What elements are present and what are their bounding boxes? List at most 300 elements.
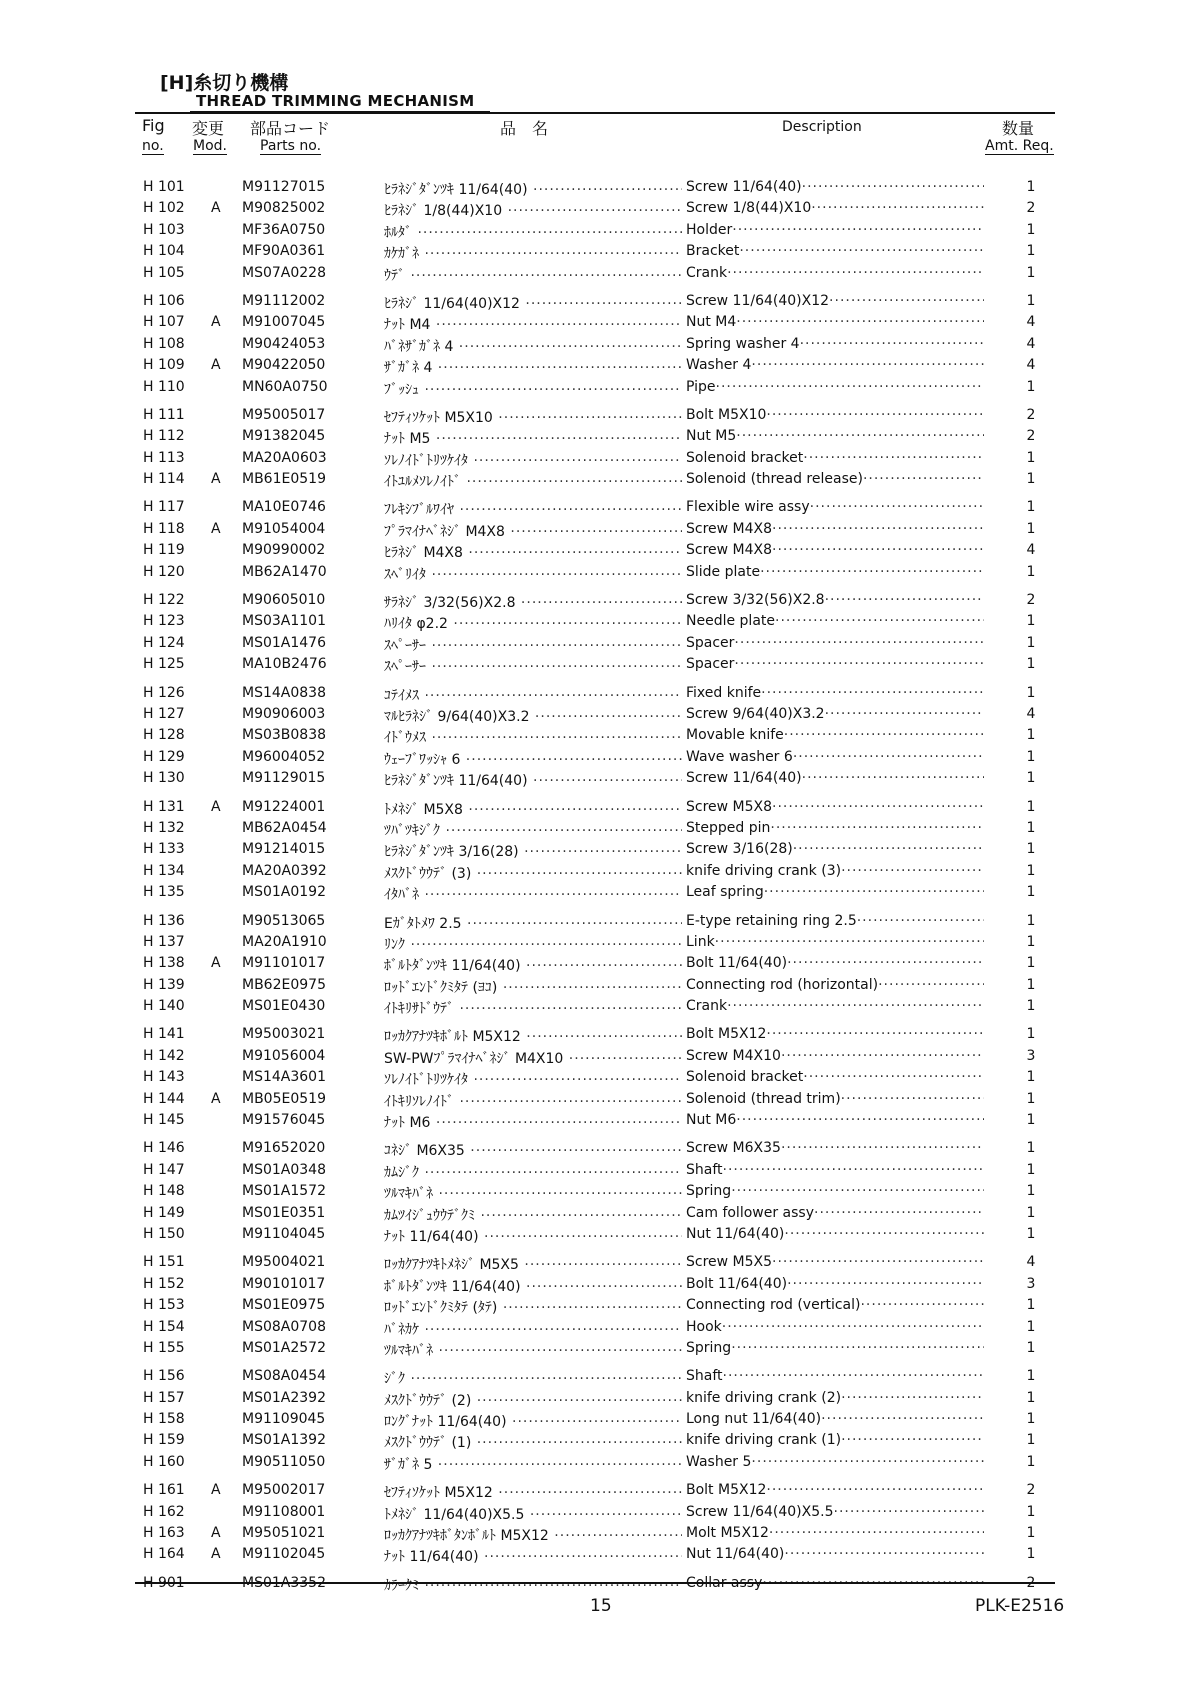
table-row bbox=[0, 198, 1187, 219]
table-row bbox=[0, 747, 1187, 768]
header-mod-en: Mod. bbox=[193, 138, 227, 154]
description-cell: Nut M4 ····· bbox=[686, 314, 984, 330]
part-code-cell: MF36A0750 bbox=[242, 221, 326, 238]
table-row bbox=[0, 1089, 1187, 1110]
amount-cell: 1 bbox=[1026, 1204, 1036, 1221]
fig-cell: H 124 bbox=[143, 634, 185, 651]
part-name-jp-cell: ﾛｯｶｸｱﾅﾂｷﾎﾞﾀﾝﾎﾞﾙﾄ M5X12 ····· bbox=[384, 1525, 682, 1545]
fig-cell: H 114 bbox=[143, 471, 185, 488]
part-name-jp-cell: ｻﾞｶﾞﾈ 4 ····· bbox=[384, 357, 682, 377]
table-row bbox=[0, 611, 1187, 632]
row-group bbox=[0, 1480, 1187, 1566]
amount-cell: 1 bbox=[1026, 1318, 1036, 1335]
description-cell: Shaft ····· bbox=[686, 1368, 984, 1384]
part-code-cell: M91102045 bbox=[242, 1546, 326, 1563]
part-name-jp-cell: SW-PWﾌﾟﾗﾏｲﾅﾍﾞﾈｼﾞ M4X10 ····· bbox=[384, 1048, 682, 1068]
table-row bbox=[0, 562, 1187, 583]
header-name-jp: 品 名 bbox=[500, 119, 549, 138]
amount-cell: 1 bbox=[1026, 1389, 1036, 1406]
table-row bbox=[0, 1160, 1187, 1181]
fig-cell: H 163 bbox=[143, 1525, 185, 1542]
table-row bbox=[0, 497, 1187, 518]
amount-cell: 4 bbox=[1026, 357, 1036, 374]
part-name-jp-cell: ﾌﾚｷｼﾌﾞﾙﾜｲﾔ ····· bbox=[384, 499, 682, 519]
amount-cell: 1 bbox=[1026, 884, 1036, 901]
description-cell: Screw 11/64(40)X12 ····· bbox=[686, 293, 984, 309]
amount-cell: 1 bbox=[1026, 656, 1036, 673]
part-name-jp-cell: ﾄﾒﾈｼﾞ 11/64(40)X5.5 ····· bbox=[384, 1504, 682, 1524]
description-cell: Flexible wire assy ····· bbox=[686, 499, 984, 515]
table-row bbox=[0, 1181, 1187, 1202]
table-row bbox=[0, 241, 1187, 262]
amount-cell: 1 bbox=[1026, 378, 1036, 395]
part-name-jp-cell: ﾒｽｸﾄﾞｳｳﾃﾞ (3) ····· bbox=[384, 863, 682, 883]
fig-cell: H 134 bbox=[143, 862, 185, 879]
table-row bbox=[0, 590, 1187, 611]
description-cell: Spring ····· bbox=[686, 1183, 984, 1199]
description-cell: knife driving crank (2) ····· bbox=[686, 1390, 984, 1406]
part-name-jp-cell: ﾒｽｸﾄﾞｳｳﾃﾞ (1) ····· bbox=[384, 1432, 682, 1452]
table-bottom-rule bbox=[135, 1582, 1055, 1584]
mod-cell: A bbox=[211, 520, 221, 537]
row-group bbox=[0, 1138, 1187, 1245]
amount-cell: 1 bbox=[1026, 1225, 1036, 1242]
amount-cell: 1 bbox=[1026, 955, 1036, 972]
description-cell: Molt M5X12 ····· bbox=[686, 1525, 984, 1541]
part-code-cell: MN60A0750 bbox=[242, 378, 328, 395]
amount-cell: 1 bbox=[1026, 499, 1036, 516]
part-code-cell: M91056004 bbox=[242, 1047, 326, 1064]
table-row bbox=[0, 932, 1187, 953]
description-cell: Connecting rod (vertical) ····· bbox=[686, 1297, 984, 1313]
table-row bbox=[0, 1388, 1187, 1409]
part-name-jp-cell: ﾋﾗﾈｼﾞﾀﾞﾝﾂｷ 3/16(28) ····· bbox=[384, 841, 682, 861]
part-name-jp-cell: ﾋﾗﾈｼﾞ M4X8 ····· bbox=[384, 542, 682, 562]
amount-cell: 1 bbox=[1026, 563, 1036, 580]
mod-cell: A bbox=[211, 1525, 221, 1542]
part-name-jp-cell: ﾎﾞﾙﾄﾀﾞﾝﾂｷ 11/64(40) ····· bbox=[384, 1276, 682, 1296]
fig-cell: H 159 bbox=[143, 1432, 185, 1449]
part-code-cell: M91382045 bbox=[242, 428, 326, 445]
fig-cell: H 150 bbox=[143, 1225, 185, 1242]
description-cell: Solenoid bracket ····· bbox=[686, 450, 984, 466]
amount-cell: 1 bbox=[1026, 1161, 1036, 1178]
part-code-cell: M91101017 bbox=[242, 955, 326, 972]
table-row bbox=[0, 1317, 1187, 1338]
part-name-jp-cell: ﾎﾞﾙﾄﾀﾞﾝﾂｷ 11/64(40) ····· bbox=[384, 955, 682, 975]
part-code-cell: MB61E0519 bbox=[242, 471, 326, 488]
mod-cell: A bbox=[211, 471, 221, 488]
description-cell: Leaf spring ····· bbox=[686, 884, 984, 900]
part-code-cell: M91576045 bbox=[242, 1112, 326, 1129]
part-name-jp-cell: ｳｪｰﾌﾞﾜｯｼｬ 6 ····· bbox=[384, 749, 682, 769]
fig-cell: H 125 bbox=[143, 656, 185, 673]
description-cell: Screw 9/64(40)X3.2 ····· bbox=[686, 706, 984, 722]
part-name-jp-cell: ｾﾌﾃｨｿｹｯﾄ M5X10 ····· bbox=[384, 407, 682, 427]
part-name-jp-cell: ｾﾌﾃｨｿｹｯﾄ M5X12 ····· bbox=[384, 1482, 682, 1502]
description-cell: Screw M4X8 ····· bbox=[686, 542, 984, 558]
table-row bbox=[0, 426, 1187, 447]
part-name-jp-cell: ﾅｯﾄ M5 ····· bbox=[384, 428, 682, 448]
amount-cell: 1 bbox=[1026, 998, 1036, 1015]
fig-cell: H 153 bbox=[143, 1297, 185, 1314]
amount-cell: 1 bbox=[1026, 912, 1036, 929]
table-row bbox=[0, 768, 1187, 789]
part-name-jp-cell: ｶﾑｼﾞｸ ····· bbox=[384, 1162, 682, 1182]
amount-cell: 2 bbox=[1026, 1482, 1036, 1499]
table-row bbox=[0, 861, 1187, 882]
table-row bbox=[0, 1480, 1187, 1501]
amount-cell: 2 bbox=[1026, 200, 1036, 217]
part-code-cell: M90511050 bbox=[242, 1453, 326, 1470]
amount-cell: 1 bbox=[1026, 1525, 1036, 1542]
header-fig: Fig bbox=[142, 116, 165, 135]
part-code-cell: MS03B0838 bbox=[242, 727, 327, 744]
amount-cell: 1 bbox=[1026, 1069, 1036, 1086]
description-cell: knife driving crank (3) ····· bbox=[686, 863, 984, 879]
fig-cell: H 135 bbox=[143, 884, 185, 901]
table-row bbox=[0, 1452, 1187, 1473]
table-row bbox=[0, 996, 1187, 1017]
amount-cell: 1 bbox=[1026, 179, 1036, 195]
description-cell: E-type retaining ring 2.5 ····· bbox=[686, 913, 984, 929]
description-cell: Screw 3/32(56)X2.8 ····· bbox=[686, 592, 984, 608]
table-row bbox=[0, 654, 1187, 675]
fig-cell: H 107 bbox=[143, 314, 185, 331]
part-code-cell: M91108001 bbox=[242, 1503, 326, 1520]
table-row bbox=[0, 1252, 1187, 1273]
description-cell: Hook ····· bbox=[686, 1319, 984, 1335]
part-name-jp-cell: ｶﾑﾂｲｼﾞｭｳｳﾃﾞｸﾐ ····· bbox=[384, 1205, 682, 1225]
description-cell: Screw M4X8 ····· bbox=[686, 521, 984, 537]
part-code-cell: M95051021 bbox=[242, 1525, 326, 1542]
part-name-jp-cell: ｲﾄｷﾘｿﾚﾉｲﾄﾞ ····· bbox=[384, 1091, 682, 1111]
amount-cell: 1 bbox=[1026, 1546, 1036, 1563]
description-cell: Spring ····· bbox=[686, 1340, 984, 1356]
part-code-cell: MS01E0975 bbox=[242, 1297, 326, 1314]
part-code-cell: MB62A1470 bbox=[242, 563, 327, 580]
amount-cell: 1 bbox=[1026, 243, 1036, 260]
fig-cell: H 106 bbox=[143, 292, 185, 309]
header-fig-no: no. bbox=[142, 138, 164, 154]
part-code-cell: M95004021 bbox=[242, 1254, 326, 1271]
description-cell: knife driving crank (1) ····· bbox=[686, 1432, 984, 1448]
part-code-cell: MS01E0351 bbox=[242, 1204, 326, 1221]
table-row bbox=[0, 1295, 1187, 1316]
amount-cell: 1 bbox=[1026, 1112, 1036, 1129]
part-code-cell: MS03A1101 bbox=[242, 613, 326, 630]
description-cell: Bracket ····· bbox=[686, 243, 984, 259]
part-name-jp-cell: ｿﾚﾉｲﾄﾞﾄﾘﾂｹｲﾀ ····· bbox=[384, 1069, 682, 1089]
part-code-cell: MS01A1572 bbox=[242, 1183, 326, 1200]
description-cell: Link ····· bbox=[686, 934, 984, 950]
part-name-jp-cell: ｲﾀﾊﾞﾈ ····· bbox=[384, 884, 682, 904]
description-cell: Holder ····· bbox=[686, 222, 984, 238]
part-name-jp-cell: ｲﾄﾕﾙﾒｿﾚﾉｲﾄﾞ ····· bbox=[384, 471, 682, 491]
part-name-jp-cell: ﾛﾝｸﾞﾅｯﾄ 11/64(40) ····· bbox=[384, 1411, 682, 1431]
amount-cell: 1 bbox=[1026, 684, 1036, 701]
header-parts-no: Parts no. bbox=[260, 138, 322, 154]
description-cell: Solenoid (thread trim) ····· bbox=[686, 1091, 984, 1107]
fig-cell: H 139 bbox=[143, 976, 185, 993]
fig-cell: H 136 bbox=[143, 912, 185, 929]
part-code-cell: MS01A1476 bbox=[242, 634, 326, 651]
fig-cell: H 160 bbox=[143, 1453, 185, 1470]
fig-cell: H 102 bbox=[143, 200, 185, 217]
amount-cell: 1 bbox=[1026, 1432, 1036, 1449]
part-name-jp-cell: ｽﾍﾟｰｻｰ ····· bbox=[384, 656, 682, 676]
description-cell: Screw M5X8 ····· bbox=[686, 799, 984, 815]
description-cell: Screw 11/64(40) ····· bbox=[686, 179, 984, 195]
part-code-cell: MB62E0975 bbox=[242, 976, 326, 993]
fig-cell: H 122 bbox=[143, 592, 185, 609]
mod-cell: A bbox=[211, 1546, 221, 1563]
fig-cell: H 142 bbox=[143, 1047, 185, 1064]
description-cell: Screw 1/8(44)X10 ····· bbox=[686, 200, 984, 216]
description-cell: Spring washer 4 ····· bbox=[686, 336, 984, 352]
description-cell: Spacer ····· bbox=[686, 635, 984, 651]
part-name-jp-cell: ｲﾄｷﾘｻﾄﾞｳﾃﾞ ····· bbox=[384, 998, 682, 1018]
fig-cell: H 120 bbox=[143, 563, 185, 580]
amount-cell: 1 bbox=[1026, 292, 1036, 309]
fig-cell: H 149 bbox=[143, 1204, 185, 1221]
table-row bbox=[0, 1366, 1187, 1387]
part-name-jp-cell: ﾅｯﾄ M6 ····· bbox=[384, 1112, 682, 1132]
section-title-jp: [H]糸切り機構 bbox=[160, 72, 289, 94]
description-cell: Cam follower assy ····· bbox=[686, 1205, 984, 1221]
table-row bbox=[0, 448, 1187, 469]
part-code-cell: MS07A0228 bbox=[242, 264, 326, 281]
part-name-jp-cell: ｺﾃｲﾒｽ ····· bbox=[384, 685, 682, 705]
fig-cell: H 111 bbox=[143, 406, 185, 423]
description-cell: Bolt M5X12 ····· bbox=[686, 1026, 984, 1042]
description-cell: Screw 3/16(28) ····· bbox=[686, 841, 984, 857]
description-cell: Bolt M5X10 ····· bbox=[686, 407, 984, 423]
description-cell: Screw M6X35 ····· bbox=[686, 1140, 984, 1156]
row-group bbox=[0, 497, 1187, 583]
part-code-cell: MS01A0192 bbox=[242, 884, 326, 901]
description-cell: Nut 11/64(40) ····· bbox=[686, 1546, 984, 1562]
part-code-cell: M95002017 bbox=[242, 1482, 326, 1499]
amount-cell: 1 bbox=[1026, 264, 1036, 281]
amount-cell: 1 bbox=[1026, 1140, 1036, 1157]
part-code-cell: M91109045 bbox=[242, 1411, 326, 1428]
row-group bbox=[0, 1252, 1187, 1359]
fig-cell: H 113 bbox=[143, 449, 185, 466]
part-code-cell: MS14A0838 bbox=[242, 684, 326, 701]
part-code-cell: M95005017 bbox=[242, 406, 326, 423]
row-group bbox=[0, 1024, 1187, 1131]
amount-cell: 2 bbox=[1026, 592, 1036, 609]
amount-cell: 1 bbox=[1026, 221, 1036, 238]
description-cell: Solenoid (thread release) ····· bbox=[686, 471, 984, 487]
part-code-cell: M91129015 bbox=[242, 770, 326, 787]
table-row bbox=[0, 1430, 1187, 1451]
part-name-jp-cell: ｺﾈｼﾞ M6X35 ····· bbox=[384, 1140, 682, 1160]
amount-cell: 1 bbox=[1026, 727, 1036, 744]
fig-cell: H 146 bbox=[143, 1140, 185, 1157]
fig-cell: H 119 bbox=[143, 542, 185, 559]
amount-cell: 3 bbox=[1026, 1047, 1036, 1064]
table-row bbox=[0, 704, 1187, 725]
amount-cell: 4 bbox=[1026, 542, 1036, 559]
amount-cell: 1 bbox=[1026, 1368, 1036, 1385]
part-code-cell: M90422050 bbox=[242, 357, 326, 374]
table-row bbox=[0, 1338, 1187, 1359]
amount-cell: 1 bbox=[1026, 798, 1036, 815]
table-row bbox=[0, 882, 1187, 903]
amount-cell: 1 bbox=[1026, 1411, 1036, 1428]
table-row bbox=[0, 911, 1187, 932]
mod-cell: A bbox=[211, 1482, 221, 1499]
description-cell: Washer 4 ····· bbox=[686, 357, 984, 373]
description-cell: Solenoid bracket ····· bbox=[686, 1069, 984, 1085]
part-name-jp-cell: ﾋﾗﾈｼﾞ 1/8(44)X10 ····· bbox=[384, 200, 682, 220]
fig-cell: H 143 bbox=[143, 1069, 185, 1086]
part-code-cell: M95003021 bbox=[242, 1026, 326, 1043]
part-code-cell: M91127015 bbox=[242, 179, 326, 195]
description-cell: Screw M4X10 ····· bbox=[686, 1048, 984, 1064]
fig-cell: H 157 bbox=[143, 1389, 185, 1406]
table-row bbox=[0, 975, 1187, 996]
fig-cell: H 112 bbox=[143, 428, 185, 445]
description-cell: Fixed knife ····· bbox=[686, 685, 984, 701]
amount-cell: 4 bbox=[1026, 705, 1036, 722]
table-row bbox=[0, 818, 1187, 839]
amount-cell: 1 bbox=[1026, 449, 1036, 466]
description-cell: Pipe ····· bbox=[686, 379, 984, 395]
amount-cell: 3 bbox=[1026, 1275, 1036, 1292]
table-row bbox=[0, 1409, 1187, 1430]
row-group bbox=[0, 1366, 1187, 1473]
part-name-jp-cell: ﾛｯｶｸｱﾅﾂｷﾄﾒﾈｼﾞ M5X5 ····· bbox=[384, 1254, 682, 1274]
amount-cell: 1 bbox=[1026, 1453, 1036, 1470]
part-name-jp-cell: ﾛｯﾄﾞｴﾝﾄﾞｸﾐﾀﾃ (ﾖｺ) ····· bbox=[384, 977, 682, 997]
mod-cell: A bbox=[211, 314, 221, 331]
part-name-jp-cell: ｽﾍﾟｰｻｰ ····· bbox=[384, 635, 682, 655]
part-code-cell: MS14A3601 bbox=[242, 1069, 326, 1086]
description-cell: Spacer ····· bbox=[686, 656, 984, 672]
table-row bbox=[0, 177, 1187, 198]
fig-cell: H 132 bbox=[143, 819, 185, 836]
part-code-cell: MB62A0454 bbox=[242, 819, 327, 836]
part-name-jp-cell: ﾋﾗﾈｼﾞﾀﾞﾝﾂｷ 11/64(40) ····· bbox=[384, 770, 682, 790]
part-code-cell: MF90A0361 bbox=[242, 243, 326, 260]
table-row bbox=[0, 405, 1187, 426]
fig-cell: H 148 bbox=[143, 1183, 185, 1200]
row-group bbox=[0, 797, 1187, 904]
amount-cell: 4 bbox=[1026, 314, 1036, 331]
amount-cell: 1 bbox=[1026, 613, 1036, 630]
fig-cell: H 145 bbox=[143, 1112, 185, 1129]
part-name-jp-cell: ｽﾍﾞﾘｲﾀ ····· bbox=[384, 564, 682, 584]
description-cell: Nut M5 ····· bbox=[686, 428, 984, 444]
fig-cell: H 155 bbox=[143, 1339, 185, 1356]
fig-cell: H 103 bbox=[143, 221, 185, 238]
part-name-jp-cell: ﾅｯﾄ 11/64(40) ····· bbox=[384, 1226, 682, 1246]
amount-cell: 1 bbox=[1026, 1183, 1036, 1200]
fig-cell: H 158 bbox=[143, 1411, 185, 1428]
amount-cell: 2 bbox=[1026, 428, 1036, 445]
description-cell: Washer 5 ····· bbox=[686, 1454, 984, 1470]
part-code-cell: MB05E0519 bbox=[242, 1090, 326, 1107]
part-code-cell: MA20A0603 bbox=[242, 449, 327, 466]
table-row bbox=[0, 797, 1187, 818]
mod-cell: A bbox=[211, 798, 221, 815]
header-mod: 変更 bbox=[192, 119, 225, 138]
fig-cell: H 901 bbox=[143, 1574, 185, 1591]
row-group bbox=[0, 590, 1187, 676]
amount-cell: 1 bbox=[1026, 1503, 1036, 1520]
part-name-jp-cell: ﾄﾒﾈｼﾞ M5X8 ····· bbox=[384, 799, 682, 819]
fig-cell: H 131 bbox=[143, 798, 185, 815]
description-cell: Screw 11/64(40) ····· bbox=[686, 770, 984, 786]
description-cell: Slide plate ····· bbox=[686, 564, 984, 580]
header-description: Description bbox=[782, 119, 862, 135]
table-row bbox=[0, 334, 1187, 355]
part-code-cell: MS01A2392 bbox=[242, 1389, 326, 1406]
fig-cell: H 141 bbox=[143, 1026, 185, 1043]
description-cell: Bolt 11/64(40) ····· bbox=[686, 1276, 984, 1292]
fig-cell: H 104 bbox=[143, 243, 185, 260]
part-name-jp-cell: ｿﾚﾉｲﾄﾞﾄﾘﾂｹｲﾀ ····· bbox=[384, 450, 682, 470]
part-code-cell: MA10B2476 bbox=[242, 656, 327, 673]
row-group bbox=[0, 911, 1187, 1018]
table-row bbox=[0, 1274, 1187, 1295]
fig-cell: H 144 bbox=[143, 1090, 185, 1107]
fig-cell: H 101 bbox=[143, 179, 185, 195]
table-row bbox=[0, 540, 1187, 561]
part-name-jp-cell: ﾛｯｶｸｱﾅﾂｷﾎﾞﾙﾄ M5X12 ····· bbox=[384, 1026, 682, 1046]
part-code-cell: MS01A1392 bbox=[242, 1432, 326, 1449]
amount-cell: 1 bbox=[1026, 1339, 1036, 1356]
header-top-rule bbox=[135, 112, 1055, 114]
table-row bbox=[0, 469, 1187, 490]
fig-cell: H 140 bbox=[143, 998, 185, 1015]
part-code-cell: M90906003 bbox=[242, 705, 326, 722]
amount-cell: 1 bbox=[1026, 841, 1036, 858]
part-name-jp-cell: ｼﾞｸ ····· bbox=[384, 1368, 682, 1388]
fig-cell: H 123 bbox=[143, 613, 185, 630]
part-name-jp-cell: ﾒｽｸﾄﾞｳｳﾃﾞ (2) ····· bbox=[384, 1390, 682, 1410]
mod-cell: A bbox=[211, 1090, 221, 1107]
part-name-jp-cell: ﾂﾙﾏｷﾊﾞﾈ ····· bbox=[384, 1340, 682, 1360]
fig-cell: H 126 bbox=[143, 684, 185, 701]
parts-list bbox=[0, 177, 1187, 1601]
table-row bbox=[0, 1046, 1187, 1067]
amount-cell: 1 bbox=[1026, 520, 1036, 537]
amount-cell: 1 bbox=[1026, 933, 1036, 950]
part-code-cell: MA20A1910 bbox=[242, 933, 327, 950]
description-cell: Shaft ····· bbox=[686, 1162, 984, 1178]
amount-cell: 1 bbox=[1026, 862, 1036, 879]
part-code-cell: M96004052 bbox=[242, 748, 326, 765]
part-code-cell: MS08A0708 bbox=[242, 1318, 326, 1335]
description-cell: Nut 11/64(40) ····· bbox=[686, 1226, 984, 1242]
fig-cell: H 152 bbox=[143, 1275, 185, 1292]
table-row bbox=[0, 1544, 1187, 1565]
table-row bbox=[0, 953, 1187, 974]
part-name-jp-cell: ｶﾗｰｸﾐ ····· bbox=[384, 1575, 682, 1595]
fig-cell: H 130 bbox=[143, 770, 185, 787]
description-cell: Movable knife ····· bbox=[686, 727, 984, 743]
header-amt-req: Amt. Req. bbox=[985, 138, 1054, 154]
part-code-cell: M91112002 bbox=[242, 292, 326, 309]
row-group bbox=[0, 177, 1187, 284]
fig-cell: H 110 bbox=[143, 378, 185, 395]
mod-cell: A bbox=[211, 200, 221, 217]
part-code-cell: M91104045 bbox=[242, 1225, 326, 1242]
